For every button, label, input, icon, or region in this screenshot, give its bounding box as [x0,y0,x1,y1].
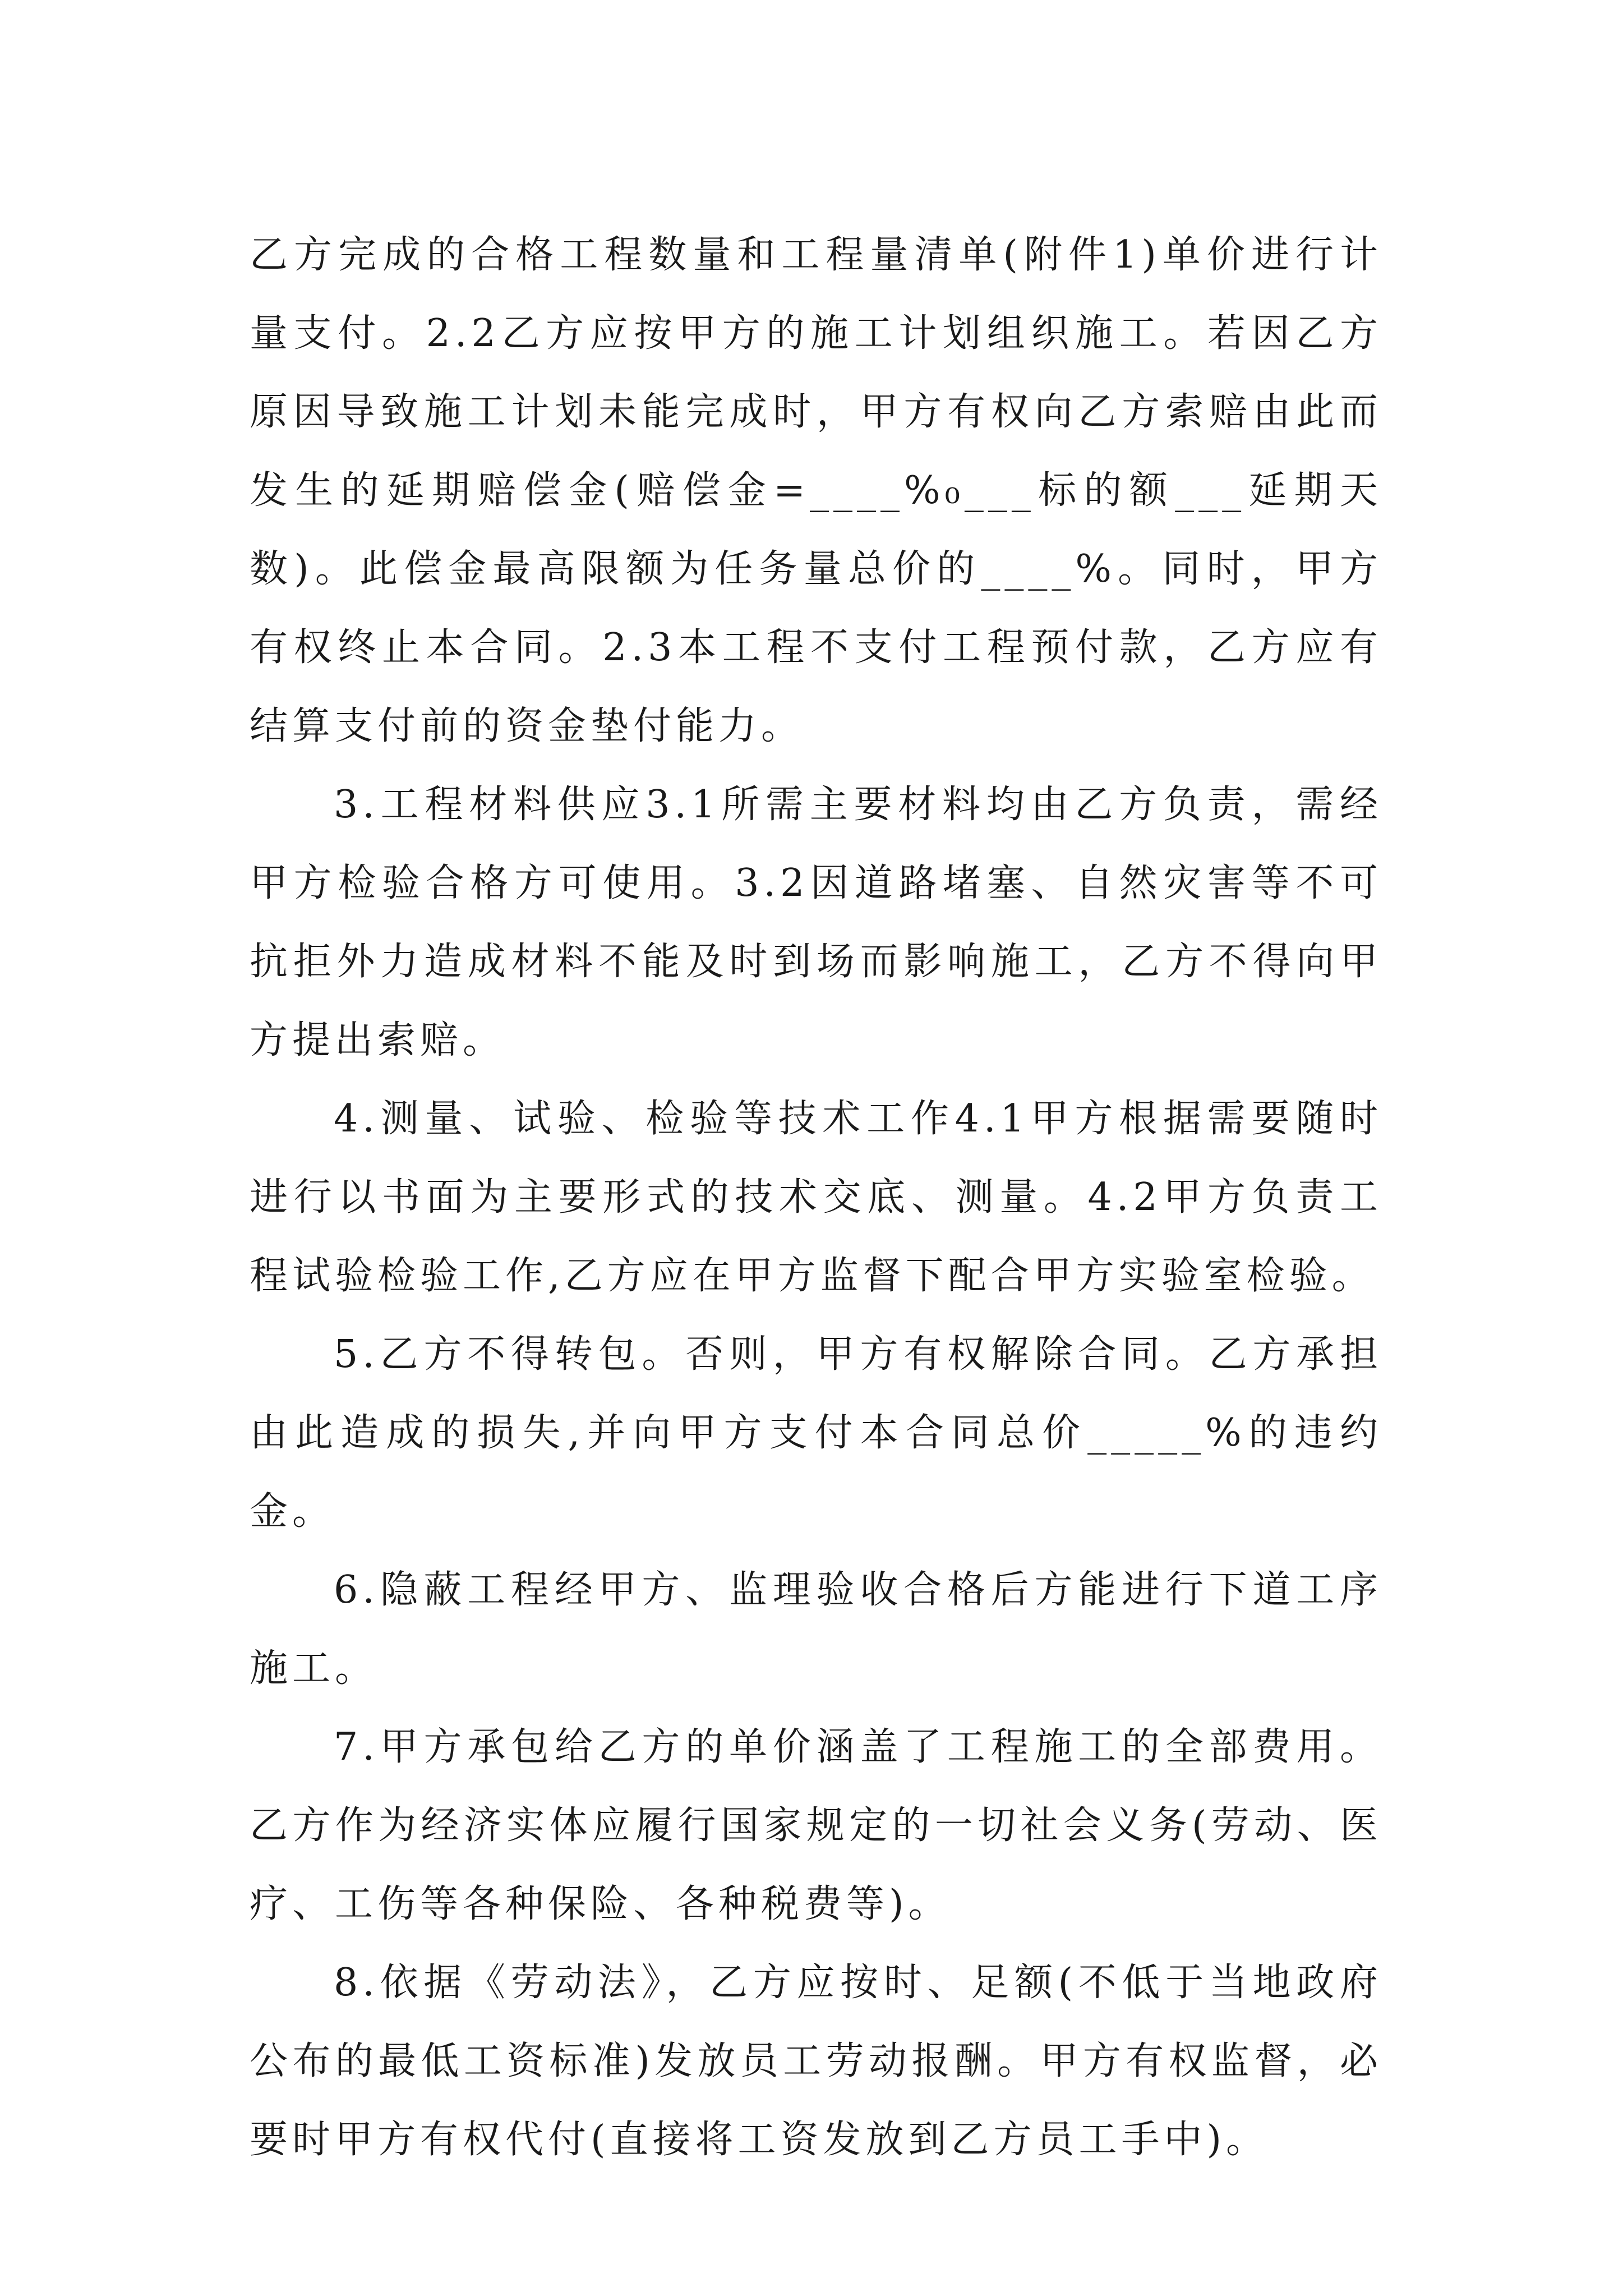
paragraph-material-supply: 3.工程材料供应3.1所需主要材料均由乙方负责，需经甲方检验合格方可使用。3.2因道路堵塞、自然灾害等不可抗拒外力造成材料不能及时到场而影响施工，乙方不得向甲方提出索赔。 [250,783,1382,1062]
paragraph-concealed-works: 6.隐蔽工程经甲方、监理验收合格后方能进行下道工序施工。 [250,1568,1382,1691]
paragraph-technical-work: 4.测量、试验、检验等技术工作4.1甲方根据需要随时进行以书面为主要形式的技术交底、测量。4.2甲方负责工程试验检验工作,乙方应在甲方监督下配合甲方实验室检验。 [250,1097,1382,1298]
paragraph-payment-terms: 乙方完成的合格工程数量和工程量清单(附件1)单价进行计量支付。2.2乙方应按甲方的施工计划组织施工。若因乙方原因导致施工计划未能完成时，甲方有权向乙方索赔由此而发生的延期赔偿金(赔偿金=____%₀___标的额___延期天数)。此偿金最高限额为任务量总价的____%。同时，甲方有权终止本合同。2.3本工程不支付工程预付款，乙方应有结算支付前的资金垫付能力。 [250,233,1382,748]
paragraph-labor-law: 8.依据《劳动法》，乙方应按时、足额(不低于当地政府公布的最低工资标准)发放员工劳动报酬。甲方有权监督，必要时甲方有权代付(直接将工资发放到乙方员工手中)。 [250,1961,1382,2162]
paragraph-no-subcontract: 5.乙方不得转包。否则，甲方有权解除合同。乙方承担由此造成的损失,并向甲方支付本合同总价_____%的违约金。 [250,1332,1382,1534]
paragraph-unit-price-coverage: 7.甲方承包给乙方的单价涵盖了工程施工的全部费用。乙方作为经济实体应履行国家规定的一切社会义务(劳动、医疗、工伤等各种保险、各种税费等)。 [250,1725,1382,1926]
document-body [250,216,1382,2179]
